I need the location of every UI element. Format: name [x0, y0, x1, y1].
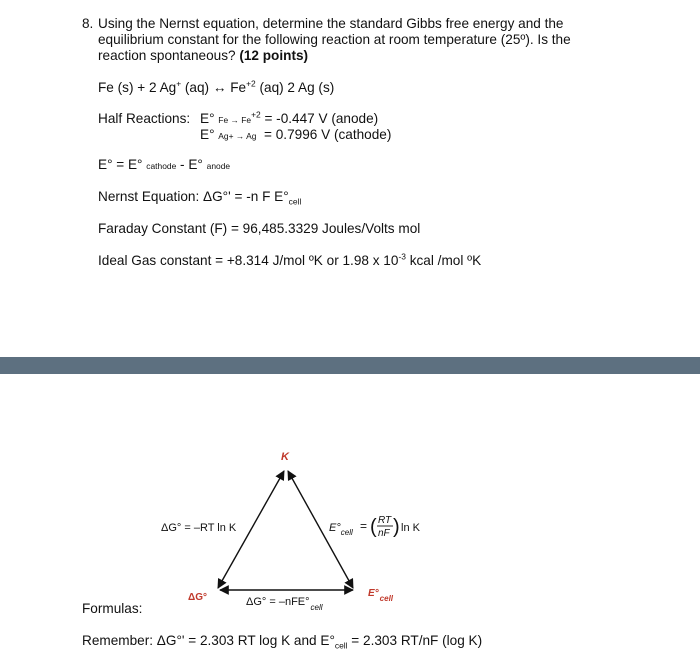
right-edge-e: [329, 522, 353, 537]
left-edge-equation: ΔG° = –RT ln K: [161, 522, 237, 534]
half-reactions-label: Half Reactions:: [98, 111, 191, 126]
right-edge-equals: =: [360, 519, 368, 533]
right-edge-e-sub: cell: [340, 528, 353, 537]
fe-superscript: +2: [251, 109, 261, 120]
bottom-edge-sub: cell: [310, 603, 323, 612]
remember-text-2: = 2.303 RT/nF (log K): [347, 633, 483, 648]
remember-text-1: Remember: ΔG°' = 2.303 RT log K and E°: [82, 633, 335, 648]
vertex-k-label: K: [281, 451, 289, 463]
faraday-constant: Faraday Constant (F) = 96,485.3329 Joules/Volts mol: [98, 221, 421, 236]
e-formula-lhs: E° = E°: [98, 157, 143, 172]
right-fraction-den: nF: [378, 528, 390, 539]
gas-constant-unit: kcal /mol ºK: [405, 253, 482, 268]
question-line-1: Using the Nernst equation, determine the standard Gibbs free energy and the: [98, 16, 564, 31]
remember-cell-sub: cell: [334, 640, 348, 651]
remember-line: [82, 633, 483, 651]
reaction-lhs: Fe (s) + 2 Ag: [98, 80, 177, 95]
fe-e-symbol: E°: [200, 111, 215, 126]
gas-constant-exp: -3: [398, 251, 406, 262]
ag-subscript: Ag+ → Ag: [218, 131, 257, 141]
question-number: 8.: [82, 16, 94, 31]
vertex-ecell-label: [368, 588, 394, 603]
right-paren-open: (: [370, 516, 377, 538]
right-edge-e-symbol: E°: [329, 522, 341, 534]
nernst-text: Nernst Equation: ΔG°' = -n F E°: [98, 189, 289, 204]
e-formula-minus: - E°: [176, 157, 203, 172]
reaction-middle: (aq) ↔ Fe: [181, 80, 247, 95]
nernst-cell-sub: cell: [288, 196, 302, 207]
question-points: (12 points): [239, 48, 309, 63]
fe-charge: +2: [246, 78, 256, 89]
question-line-2: equilibrium constant for the following reaction at room temperature (25º). Is the: [98, 32, 571, 47]
ag-charge: +: [176, 78, 182, 89]
ag-e-symbol: E°: [200, 127, 215, 142]
vertex-ecell-sub: cell: [379, 594, 394, 603]
reaction-rhs: (aq) 2 Ag (s): [255, 80, 335, 95]
vertex-dg-label: ΔG°: [188, 592, 207, 603]
bottom-edge-text: ΔG° = –nFE°: [246, 596, 310, 608]
right-paren-close: ): [393, 516, 400, 538]
ag-potential: = 0.7996 V (cathode): [264, 127, 392, 142]
right-fraction-num: RT: [378, 515, 392, 526]
formulas-label: Formulas:: [82, 601, 143, 616]
fe-subscript: Fe → Fe: [218, 115, 252, 125]
gas-constant-text: Ideal Gas constant = +8.314 J/mol ºK or 1.98 x 10: [98, 253, 399, 268]
anode-sub: anode: [206, 161, 231, 171]
cathode-sub: cathode: [146, 161, 177, 171]
fe-potential: = -0.447 V (anode): [264, 111, 379, 126]
vertex-ecell-e: E°: [368, 588, 379, 599]
right-edge-ln: ln K: [401, 522, 420, 534]
bottom-edge-equation: [246, 596, 323, 612]
question-line-3-text: reaction spontaneous?: [98, 48, 240, 63]
